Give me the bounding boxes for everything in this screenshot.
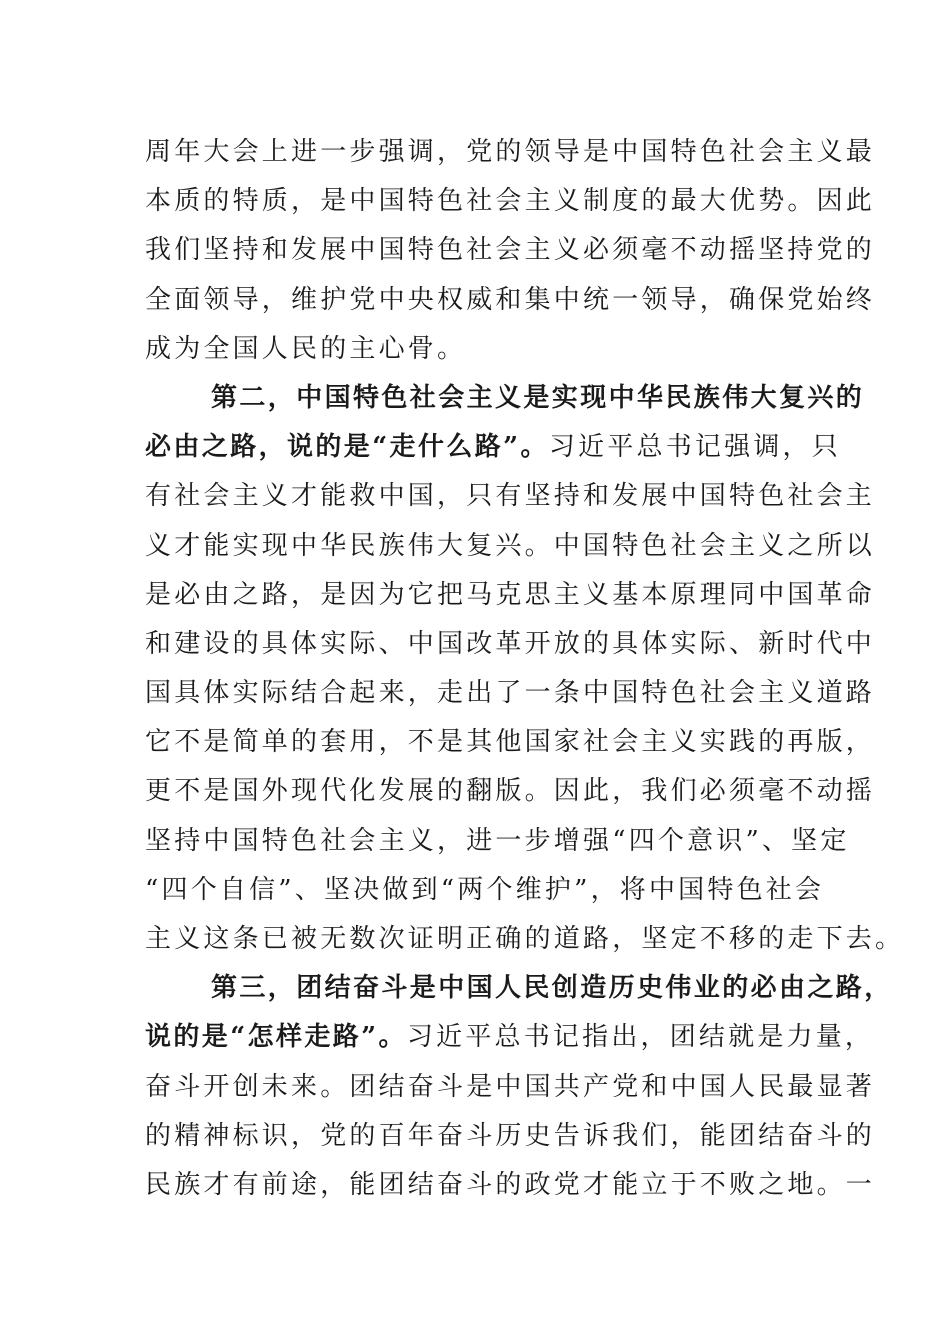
section-heading: 第二，中国特色社会主义是实现中华民族伟大复兴的 — [211, 382, 865, 413]
text-line: 我们坚持和发展中国特色社会主义必须毫不动摇坚持党的 — [145, 235, 876, 266]
text-line: 义才能实现中华民族伟大复兴。中国特色社会主义之所以 — [145, 530, 876, 561]
text-line: 成为全国人民的主心骨。 — [145, 333, 467, 364]
text-line: 的精神标识，党的百年奋斗历史告诉我们，能团结奋斗的 — [145, 1120, 876, 1151]
section-heading: 第三，团结奋斗是中国人民创造历史伟业的必由之路， — [211, 973, 893, 1004]
text-line: 主义这条已被无数次证明正确的道路，坚定不移的走下去。 — [145, 924, 905, 954]
section-heading-end: 必由之路，说的是“走什么路”。 — [145, 432, 549, 463]
paragraph-2 — [145, 374, 905, 964]
paragraph-3 — [145, 964, 893, 1210]
section-heading-end: 说的是“怎样走路”。 — [145, 1022, 407, 1053]
text-line: 有社会主义才能救中国，只有坚持和发展中国特色社会主 — [145, 481, 876, 512]
text-line: 全面领导，维护党中央权威和集中统一领导，确保党始终 — [145, 284, 876, 315]
text-line: 是必由之路，是因为它把马克思主义基本原理同中国革命 — [145, 579, 876, 610]
text-line: 民族才有前途，能团结奋斗的政党才能立于不败之地。一 — [145, 1169, 876, 1200]
text-line: 国具体实际结合起来，走出了一条中国特色社会主义道路 — [145, 678, 876, 709]
text-line — [145, 1013, 875, 1062]
text-line: “四个自信”、坚决做到“两个维护”，将中国特色社会 — [145, 874, 825, 905]
text-line: 更不是国外现代化发展的翻版。因此，我们必须毫不动摇 — [145, 776, 876, 807]
text-line: 坚持中国特色社会主义，进一步增强“四个意识”、坚定 — [145, 825, 850, 856]
text-line: 本质的特质，是中国特色社会主义制度的最大优势。因此 — [145, 186, 876, 217]
paragraph-1 — [145, 128, 876, 374]
text-line: 奋斗开创未来。团结奋斗是中国共产党和中国人民最显著 — [145, 1071, 876, 1102]
text-span: 习近平总书记指出，团结就是力量， — [406, 1022, 875, 1053]
text-line: 它不是简单的套用，不是其他国家社会主义实践的再版， — [145, 727, 876, 758]
document-body — [145, 128, 905, 1210]
text-span: 习近平总书记强调，只 — [548, 432, 841, 463]
text-line: 和建设的具体实际、中国改革开放的具体实际、新时代中 — [145, 628, 876, 659]
text-line — [145, 423, 841, 472]
text-line: 周年大会上进一步强调，党的领导是中国特色社会主义最 — [145, 137, 876, 167]
